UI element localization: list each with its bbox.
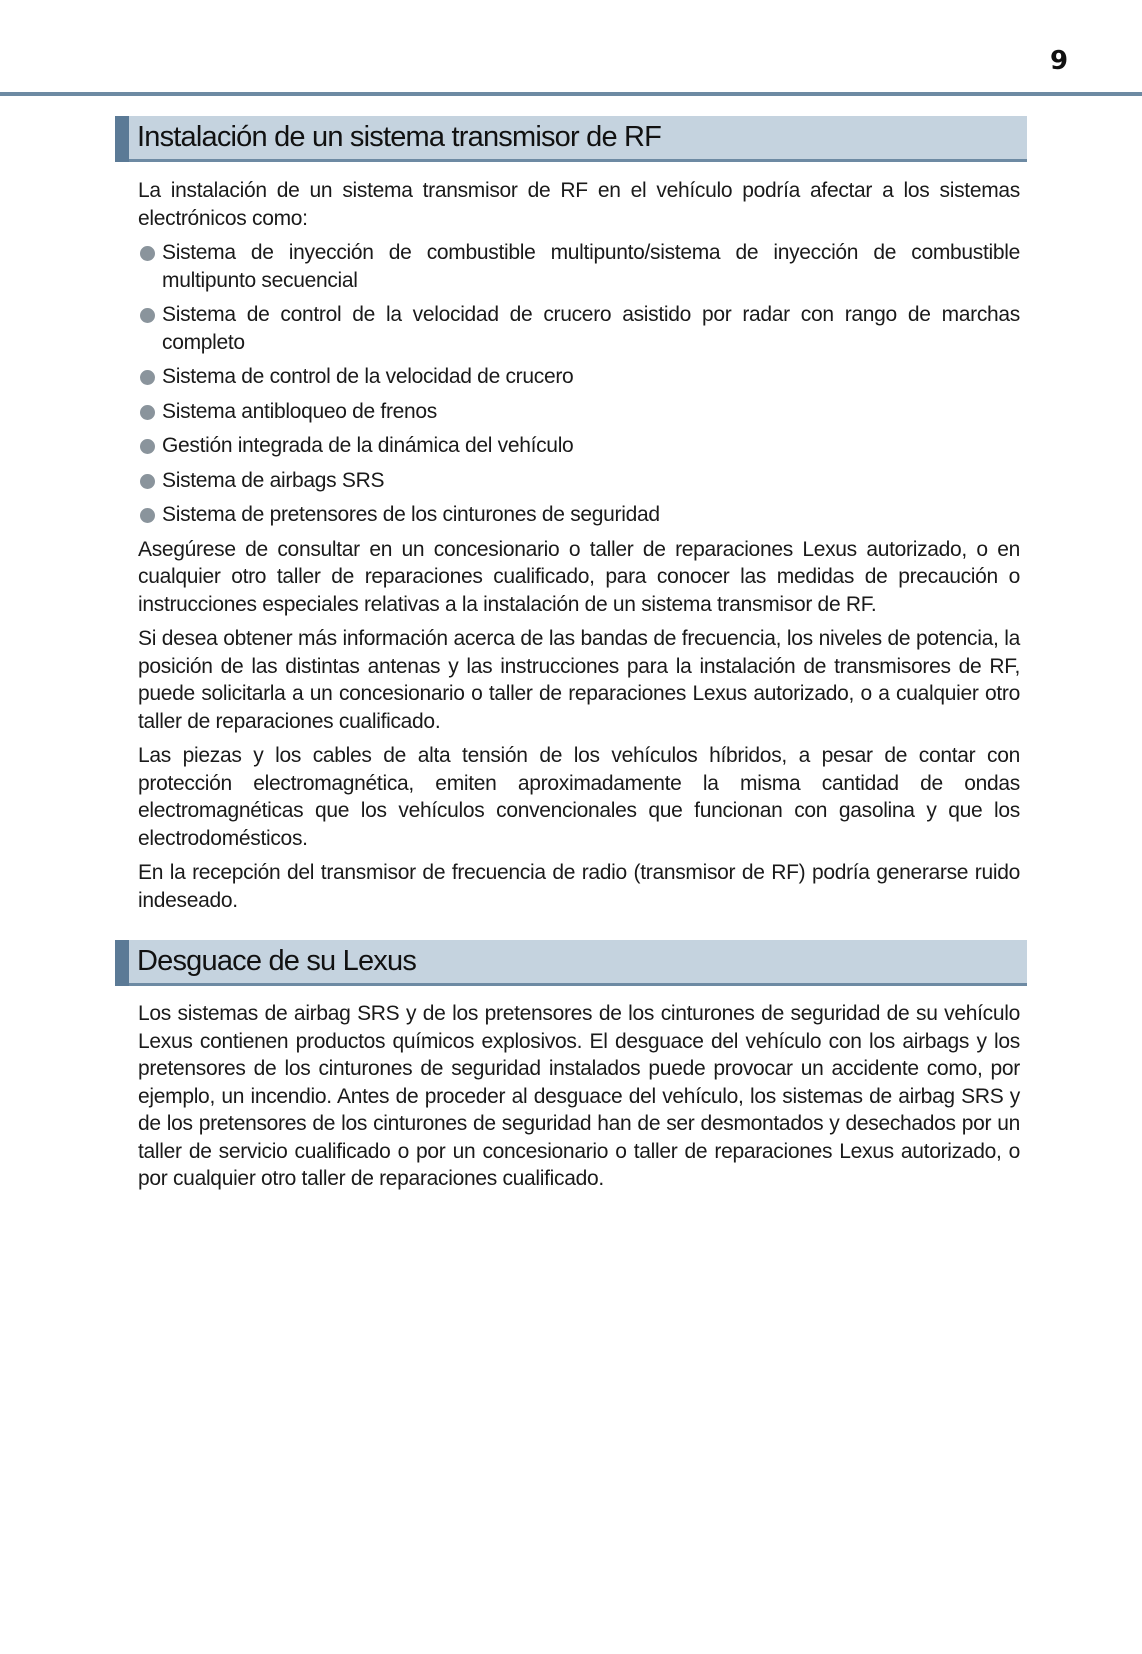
section-body-scrapping <box>138 1000 1020 1200</box>
list-item <box>138 432 1020 460</box>
section-body-rf-transmitter <box>138 177 1020 921</box>
list-item-text: Sistema de control de la velocidad de crucero <box>162 365 574 388</box>
bullet-icon <box>140 370 155 385</box>
paragraph: Los sistemas de airbag SRS y de los pretensores de los cinturones de seguridad de su vehículo Lexus contienen productos químicos explosivos. El desguace del vehículo con los airbags y los pretensores de los cinturones de seguridad instalados puede provocar un accidente como, por ejemplo, un incendio. Antes de proceder al desguace del vehículo, los sistemas de airbag SRS y de los pretensores de los cinturones de seguridad han de ser desmontados y desechados por un taller de servicio cualificado o por un concesionario o taller de reparaciones Lexus autorizado, o por cualquier otro taller de reparaciones cualificado. <box>138 1002 1020 1190</box>
affected-systems-list <box>138 239 1020 529</box>
section-header-scrapping <box>115 940 1027 986</box>
section-title: Instalación de un sistema transmisor de RF <box>137 121 662 153</box>
paragraph: En la recepción del transmisor de frecuencia de radio (transmisor de RF) podría generarse ruido indeseado. <box>138 861 1020 912</box>
list-item <box>138 501 1020 529</box>
paragraph: Asegúrese de consultar en un concesionario o taller de reparaciones Lexus autorizado, o en cualquier otro taller de reparaciones cualificado, para conocer las medidas de precaución o instrucciones especiales relativas a la instalación de un sistema transmisor de RF. <box>138 537 1020 616</box>
list-item <box>138 467 1020 495</box>
list-item-text: Sistema de airbags SRS <box>162 468 385 492</box>
page-number: 9 <box>1049 46 1069 76</box>
header-rule <box>0 92 1142 96</box>
list-item <box>138 363 1020 391</box>
section-header-rf-transmitter <box>115 116 1027 162</box>
bullet-icon <box>140 508 155 523</box>
list-item <box>138 398 1020 426</box>
bullet-icon <box>140 308 155 323</box>
intro-paragraph: La instalación de un sistema transmisor de RF en el vehículo podría afectar a los sistemas electrónicos como: <box>138 179 1020 230</box>
list-item <box>138 301 1020 356</box>
bullet-icon <box>140 439 155 454</box>
paragraph: Las piezas y los cables de alta tensión de los vehículos híbridos, a pesar de contar con protección electromagnética, emiten aproximadamente la misma cantidad de ondas electromagnéticas que los vehículos convencionales que funcionan con gasolina y que los electrodomésticos. <box>138 744 1020 850</box>
list-item-text: Gestión integrada de la dinámica del vehículo <box>162 434 574 457</box>
list-item-text: Sistema de inyección de combustible multipunto/sistema de inyección de combustible multipunto secuencial <box>162 241 1020 292</box>
list-item-text: Sistema antibloqueo de frenos <box>162 399 437 423</box>
list-item-text: Sistema de pretensores de los cinturones de seguridad <box>162 503 660 526</box>
section-title: Desguace de su Lexus <box>137 945 417 977</box>
bullet-icon <box>140 405 155 420</box>
list-item <box>138 239 1020 294</box>
paragraph: Si desea obtener más información acerca de las bandas de frecuencia, los niveles de potencia, la posición de las distintas antenas y las instrucciones para la instalación de transmisores de RF, puede solicitarla a un concesionario o taller de reparaciones Lexus autorizado, o a cualquier otro taller de reparaciones cualificado. <box>138 627 1020 733</box>
list-item-text: Sistema de control de la velocidad de crucero asistido por radar con rango de marchas completo <box>162 303 1020 354</box>
bullet-icon <box>140 246 155 261</box>
bullet-icon <box>140 474 155 489</box>
